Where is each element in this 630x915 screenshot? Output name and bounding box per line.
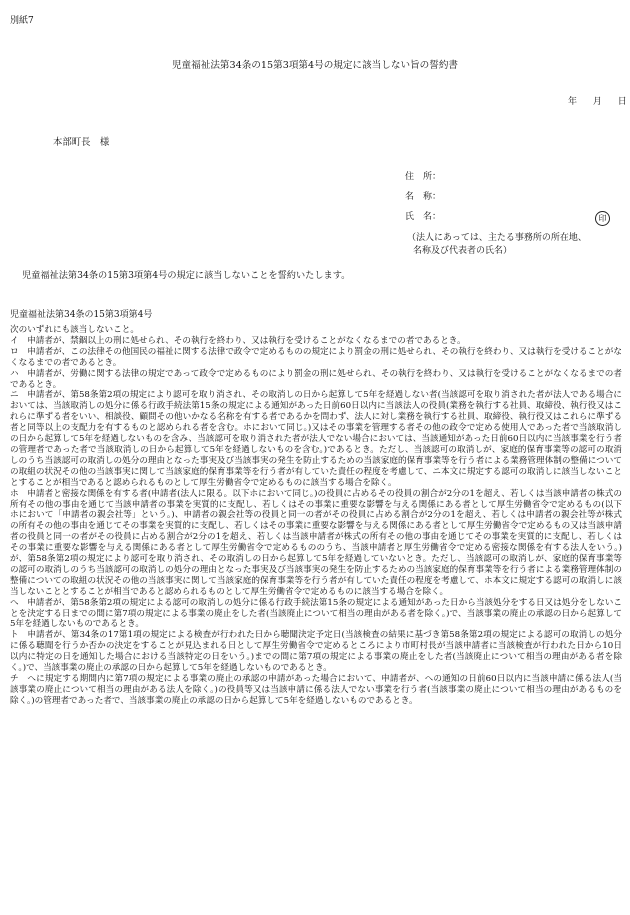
person-row <box>405 212 620 232</box>
name-label: 名 称： <box>405 192 442 202</box>
addressee: 本部町長 様 <box>53 137 110 148</box>
clause-ro: ロ 申請者が、この法律その他国民の福祉に関する法律で政令で定めるものの規定により罰金の刑に処せられ、その執行を終わり、又は執行を受けることがなくなるまでの者であるとき。 <box>10 346 622 368</box>
name-row <box>405 192 620 212</box>
clause-chi: チ へに規定する期間内に第7項の規定による事業の廃止の承認の申請があった場合において、申請者が、への通知の日前60日以内に当該申請に係る法人(当該事業の廃止について相当の理由がある法人を除く。)の役員等又は当該申請に係る法人でない事業を行う者(当該事業の廃止について相当の理由があるものを除く。)の管理者であった者で、当該事業の廃止の承認の日から起算して5年を経過しないものであるとき。 <box>10 674 622 706</box>
address-row <box>405 172 620 192</box>
clauses-intro: 次のいずれにも該当しないこと。 <box>10 325 139 335</box>
document-title: 児童福祉法第34条の15第3項第4号の規定に該当しない旨の誓約書 <box>171 60 459 71</box>
clauses-body <box>10 325 622 707</box>
pledge-statement: 児童福祉法第34条の15第3項第4号の規定に該当しないことを誓約いたします。 <box>22 270 351 281</box>
section-title: 児童福祉法第34条の15第3項第4号 <box>10 310 153 320</box>
form-number: 別紙7 <box>10 16 34 26</box>
applicant-note <box>405 232 620 258</box>
applicant-note-line-1: （法人にあっては、主たる事務所の所在地、 <box>407 233 587 243</box>
applicant-block <box>405 172 620 258</box>
date-line: 年 月 日 <box>568 97 627 107</box>
clause-ni: ニ 申請者が、第58条第2項の規定により認可を取り消され、その取消しの日から起算して5年を経過しない者(当該認可を取り消された者が法人である場合においては、当該取消しの処分に係る行政手続法第15条の規定による通知があった日前60日以内に当該法人の役員(業務を執行する社員、取締役、執行役又はこれらに準ずる者をいい、相談役、顧問その他いかなる名称を有する者であるかを問わず、法人に対し業務を執行する社員、取締役、執行役又はこれらに準ずる者と同等以上の支配力を有するものと認められる者を含む。ホにおいて同じ。)又はその事業を管理する者その他の政令で定める使用人であった者で当該取消しの日から起算して5年を経過しないものを含み、当該認可を取り消された者が法人でない場合においては、当該通知があった日前60日以内に当該事業を行う者の管理者であった者で当該取消しの日から起算して5年を経過しないものを含む。)であるとき。ただし、当該認可の取消しが、家庭的保育事業等の認可の取消しのうち当該認可の取消しの処分の理由となった事実及び当該事実の発生を防止するための当該家庭的保育事業等を行う者による業務管理体制の整備についての取組の状況その他の当該事実に関して当該家庭的保育事業等を行う者が有していた責任の程度を考慮して、ニ本文に規定する認可の取消しに該当しないこととすることが相当であると認められるものとして厚生労働省令で定めるものに該当する場合を除く。 <box>10 390 622 488</box>
clause-ha: ハ 申請者が、労働に関する法律の規定であって政令で定めるものにより罰金の刑に処せられ、その執行を終わり、又は執行を受けることがなくなるまでの者であるとき。 <box>10 368 622 390</box>
clause-he: へ 申請者が、第58条第2項の規定による認可の取消しの処分に係る行政手続法第15条の規定による通知があった日から当該処分をする日又は処分をしないことを決定する日までの間に第7項の規定による事業の廃止をした者(当該廃止について相当の理由がある者を除く。)で、当該事業の廃止の承認の日から起算して5年を経過しないものであるとき。 <box>10 597 622 630</box>
seal-icon: 印 <box>595 211 610 226</box>
address-label: 住 所： <box>405 172 442 182</box>
clause-i: イ 申請者が、禁錮以上の刑に処せられ、その執行を終わり、又は執行を受けることがなくなるまでの者であるとき。 <box>10 335 466 346</box>
person-name-label: 氏 名： <box>405 212 442 222</box>
clause-ho: ホ 申請者と密接な関係を有する者(申請者(法人に限る。以下ホにおいて同じ。)の役員に占めるその役員の割合が2分の1を超え、若しくは当該申請者の株式の所有その他の事由を通じて当該申請者の事業を実質的に支配し、若しくはその事業に重要な影響を与える関係にある者として厚生労働省令で定めるもの(以下ホにおいて「申請者の親会社等」という。)、申請者の親会社等の役員と同一の者がその役員に占める割合が2分の1を超え、若しくは申請者の親会社等が株式の所有その他の事由を通じてその事業を実質的に支配し、若しくはその事業に重要な影響を与える関係にある者として厚生労働省令で定めるもの又は当該申請者の役員と同一の者がその役員に占める割合が2分の1を超え、若しくは当該申請者が株式の所有その他の事由を通じてその事業を実質的に支配し、若しくはその事業に重要な影響を与える関係にある者として厚生労働省令で定めるもののうち、当該申請者と厚生労働省令で定める密接な関係を有する法人をいう。)が、第58条第2項の規定により認可を取り消され、その取消しの日から起算して5年を経過していないとき。ただし、当該認可の取消しが、家庭的保育事業等の認可の取消しのうち当該認可の取消しの処分の理由となった事実及び当該事実の発生を防止するための当該家庭的保育事業等を行う者による業務管理体制の整備についての取組の状況その他の当該事実に関して当該家庭的保育事業等を行う者が有していた責任の程度を考慮して、ホ本文に規定する認可の取消しに該当しないこととすることが相当であると認められるものとして厚生労働省令で定めるものに該当する場合を除く。 <box>10 488 622 597</box>
applicant-note-line-2: 名称及び代表者の氏名） <box>413 246 513 257</box>
clause-to: ト 申請者が、第34条の17第1項の規定による検査が行われた日から聴聞決定予定日(当該検査の結果に基づき第58条第2項の規定による認可の取消しの処分に係る聴聞を行うか否かの決定をすることが見込まれる日として厚生労働省令で定めるところにより市町村長が当該申請者に当該検査が行われた日から10日以内に特定の日を通知した場合における当該特定の日をいう。)までの間に第7項の規定による事業の廃止をした者(当該廃止について相当の理由がある者を除く。)で、当該事業の廃止の承認の日から起算して5年を経過しないものであるとき。 <box>10 630 622 674</box>
